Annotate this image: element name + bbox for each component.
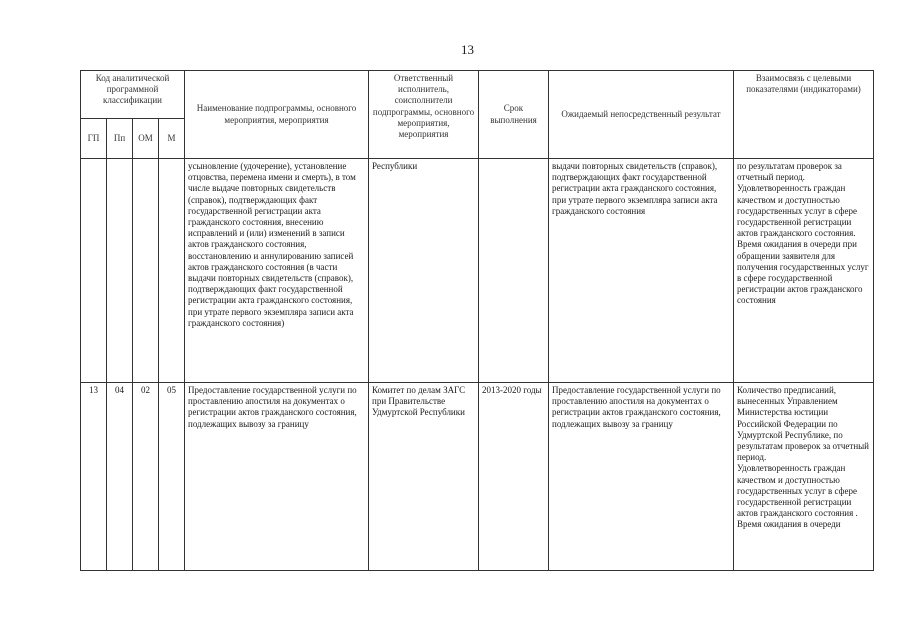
cell-name: усыновление (удочерение), установление отцовства, перемена имени и смерть), в том числе выдаче повторных свидетельств (справок), подтверждающих факт государственной регистрации акта гражданского состояния, внесению исправлений и (или) изменений в записи актов гражданского состояния, восстановлению и аннулированию записей актов гражданского состояния (в части выдачи повторных свидетельств (справок), подтверждающих факт государственной регистрации акта гражданского состояния, при утрате первого экземпляра записи акта гражданского состояния) bbox=[185, 159, 369, 383]
cell-link bbox=[734, 383, 874, 571]
header-gp: ГП bbox=[81, 119, 107, 159]
indicator-text: по результатам проверок за отчетный период. bbox=[737, 161, 842, 183]
indicator-text: Количество предписаний, вынесенных Управлением Министерства юстиции Российской Федерации по Удмуртской Республике, по результатам проверок за отчетный период. bbox=[737, 385, 869, 463]
header-name: Наименование подпрограммы, основного мероприятия, мероприятия bbox=[185, 71, 369, 159]
indicator-text: Удовлетворенность граждан качеством и доступностью государственных услуг в сфере государственной регистрации актов гражданского состояния . bbox=[737, 463, 858, 519]
indicator-text: Время ожидания в очереди bbox=[737, 519, 841, 530]
header-term: Срок выполнения bbox=[479, 71, 549, 159]
cell-m bbox=[159, 159, 185, 383]
header-om: ОМ bbox=[133, 119, 159, 159]
cell-result: Предоставление государственной услуги по проставлению апостиля на документах о регистрации актов гражданского состояния, подлежащих вывозу за границу bbox=[549, 383, 734, 571]
cell-link bbox=[734, 159, 874, 383]
header-result: Ожидаемый непосредственный результат bbox=[549, 71, 734, 159]
cell-gp: 13 bbox=[81, 383, 107, 571]
cell-term: 2013-2020 годы bbox=[479, 383, 549, 571]
program-table bbox=[80, 70, 874, 571]
cell-pp: 04 bbox=[107, 383, 133, 571]
cell-om: 02 bbox=[133, 383, 159, 571]
cell-pp bbox=[107, 159, 133, 383]
indicator-text: Удовлетворенность граждан качеством и доступностью государственных услуг в сфере государственной регистрации актов гражданского состояния. bbox=[737, 183, 857, 239]
cell-om bbox=[133, 159, 159, 383]
table-row bbox=[81, 159, 874, 383]
indicator-text: Время ожидания в очереди при обращении заявителя для получения государственных услуг в сфере государственной регистрации актов гражданского состояния bbox=[737, 239, 869, 306]
header-executor: Ответственный исполнитель, соисполнители подпрограммы, основного мероприятия, мероприятия bbox=[369, 71, 479, 159]
table-row bbox=[81, 383, 874, 571]
cell-term bbox=[479, 159, 549, 383]
cell-gp bbox=[81, 159, 107, 383]
header-code-group: Код аналитической программной классификации bbox=[81, 71, 185, 119]
cell-executor: Республики bbox=[369, 159, 479, 383]
header-m: М bbox=[159, 119, 185, 159]
page-number: 13 bbox=[461, 42, 474, 57]
cell-m: 05 bbox=[159, 383, 185, 571]
header-link: Взаимосвязь с целевыми показателями (индикаторами) bbox=[734, 71, 874, 159]
header-pp: Пп bbox=[107, 119, 133, 159]
header-row bbox=[81, 71, 874, 119]
cell-result: выдачи повторных свидетельств (справок), подтверждающих факт государственной регистрации акта гражданского состояния, при утрате первого экземпляра записи акта гражданского состояния bbox=[549, 159, 734, 383]
cell-name: Предоставление государственной услуги по проставлению апостиля на документах о регистрации актов гражданского состояния, подлежащих вывозу за границу bbox=[185, 383, 369, 571]
cell-executor: Комитет по делам ЗАГС при Правительстве Удмуртской Республики bbox=[369, 383, 479, 571]
